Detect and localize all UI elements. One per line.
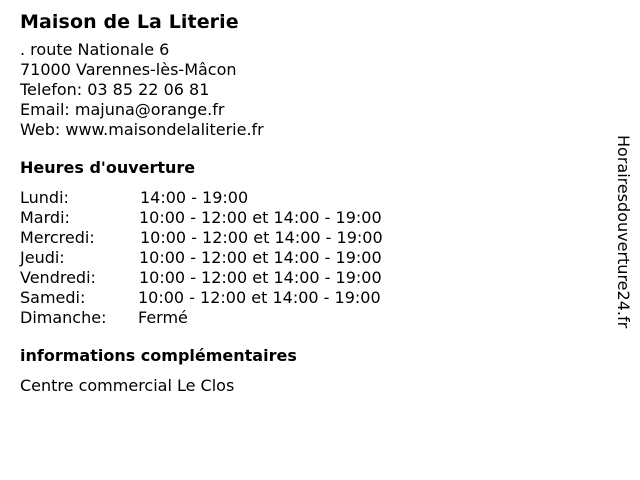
hours-row-lundi — [20, 188, 600, 208]
day-label: Mercredi: — [20, 228, 95, 247]
hours-value: 10:00 - 12:00 et 14:00 - 19:00 — [139, 268, 382, 287]
email-text: Email: majuna@orange.fr — [20, 100, 225, 119]
day-label: Jeudi: — [20, 248, 65, 267]
hours-row-samedi — [20, 288, 600, 308]
web-text: Web: www.maisondelaliterie.fr — [20, 120, 264, 139]
hours-row-dimanche — [20, 308, 600, 328]
hours-row-vendredi — [20, 268, 600, 288]
contact-block — [20, 40, 600, 140]
opening-hours-heading: Heures d'ouverture — [20, 158, 196, 177]
address-street: . route Nationale 6 — [20, 40, 170, 59]
day-label: Mardi: — [20, 208, 70, 227]
business-card — [20, 10, 600, 396]
hours-value: Fermé — [138, 308, 188, 327]
day-label: Vendredi: — [20, 268, 96, 287]
day-label: Lundi: — [20, 188, 69, 207]
opening-hours-table — [20, 188, 600, 328]
hours-value: 10:00 - 12:00 et 14:00 - 19:00 — [140, 228, 383, 247]
hours-row-jeudi — [20, 248, 600, 268]
address-city: 71000 Varennes-lès-Mâcon — [20, 60, 237, 79]
business-name: Maison de La Literie — [20, 11, 239, 33]
additional-info-heading: informations complémentaires — [20, 346, 297, 365]
additional-info-text: Centre commercial Le Clos — [20, 376, 235, 395]
day-label: Samedi: — [20, 288, 86, 307]
watermark-text: Horairesdouverture24.fr — [614, 135, 633, 329]
watermark — [612, 135, 634, 345]
hours-value: 10:00 - 12:00 et 14:00 - 19:00 — [139, 248, 382, 267]
hours-row-mardi — [20, 208, 600, 228]
hours-value: 10:00 - 12:00 et 14:00 - 19:00 — [138, 288, 381, 307]
phone-text: Telefon: 03 85 22 06 81 — [20, 80, 210, 99]
hours-value: 10:00 - 12:00 et 14:00 - 19:00 — [139, 208, 382, 227]
day-label: Dimanche: — [20, 308, 107, 327]
hours-value: 14:00 - 19:00 — [140, 188, 249, 207]
hours-row-mercredi — [20, 228, 600, 248]
